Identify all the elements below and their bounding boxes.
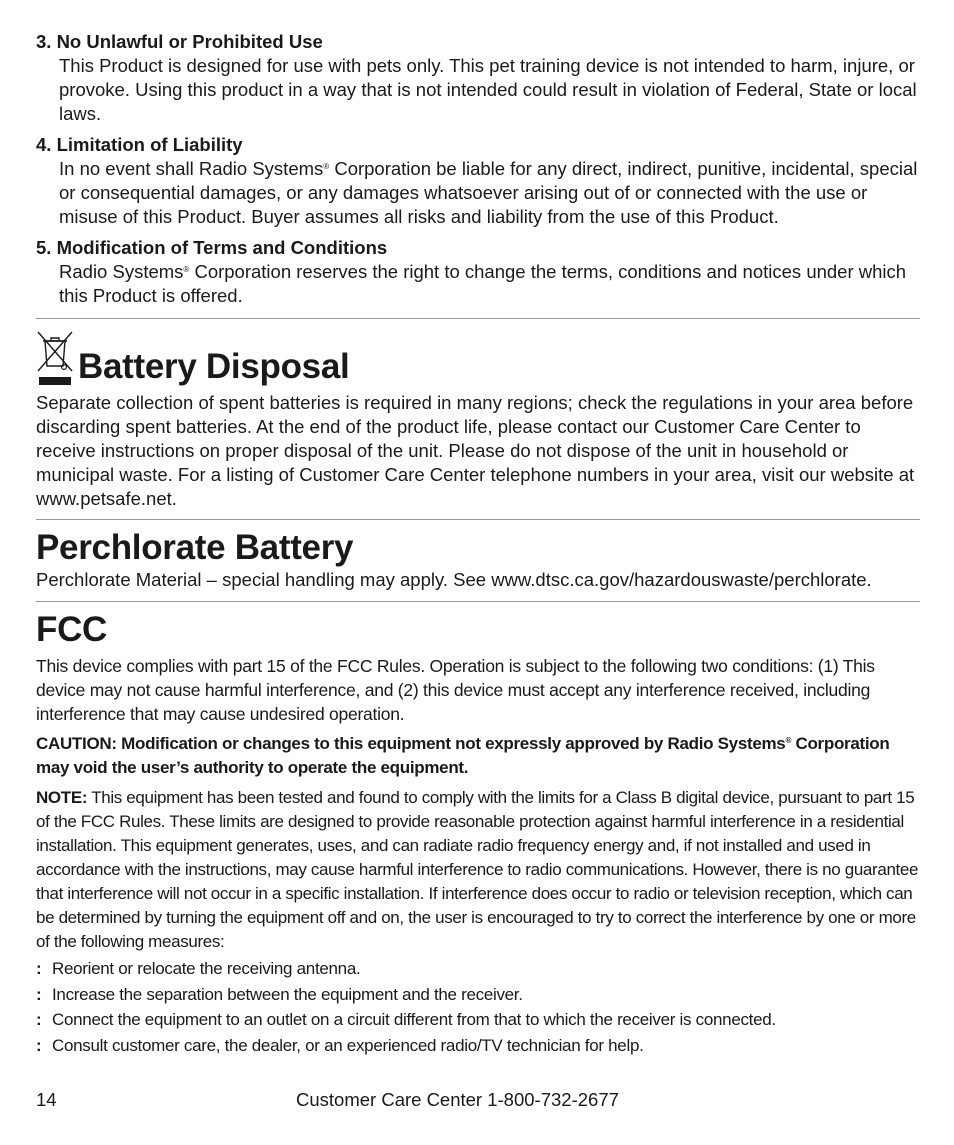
note-text: This equipment has been tested and found to comply with the limits for a Class B digital device, pursuant to part 15 of the FCC Rules. These limits are designed to provide reasonable protection against harmful interference in a residential installation. This equipment generates, uses, and can radiate radio frequency energy and, if not installed and used in accordance with the instructions, may cause harmful interference to radio communications. However, there is no guarantee that interference will not occur in a specific installation. If interference does occur to radio or television reception, which can be determined by turning the equipment off and on, the user is encouraged to try to correct the interference by one or more of the following measures: [36,788,919,951]
list-item-text: Consult customer care, the dealer, or an experienced radio/TV technician for help. [52,1035,644,1055]
caution-text-start: CAUTION: Modification or changes to this equipment not expressly approved by Radio Systems [36,734,786,753]
term-text-start: In no event shall Radio Systems [59,158,324,179]
perchlorate-title: Perchlorate Battery [36,528,354,567]
term-text: This Product is designed for use with pets only. This pet training device is not intended to harm, injure, or provoke. Using this product in a way that is not intended could result in violation of Federal, State or local laws. [59,55,917,124]
list-item-text: Reorient or relocate the receiving antenna. [52,959,361,978]
bullet-mark: : [36,1010,42,1029]
term-5 [36,236,920,308]
customer-care-number: Customer Care Center 1-800-732-2677 [296,1089,619,1110]
term-4 [36,133,920,229]
document-page [36,30,920,1058]
term-text [36,260,920,308]
term-text [36,157,920,229]
perchlorate-text: Perchlorate Material – special handling may apply. See www.dtsc.ca.gov/hazardouswaste/perchlorate. [36,569,872,590]
term-heading: 5. Modification of Terms and Conditions [36,237,388,258]
term-3 [36,30,920,126]
term-text-end: Corporation reserves the right to change the terms, conditions and notices under which this Product is offered. [59,261,907,306]
battery-disposal-text: Separate collection of spent batteries is required in many regions; check the regulations in your area before discarding spent batteries. At the end of the product life, please contact our Customer Care Center to receive instructions on proper disposal of the unit. Please do not dispose of the unit in household or municipal waste. For a listing of Customer Care Center telephone numbers in your area, visit our website at www.petsafe.net. [36,392,915,509]
section-divider [36,519,920,520]
battery-disposal-title: Battery Disposal [78,347,350,386]
caution-text-end: Corporation may void the user’s authority to operate the equipment. [36,734,890,777]
list-item [36,982,920,1008]
list-item [36,956,920,982]
registered-mark: ® [323,162,330,171]
crossed-out-wheelie-bin-icon [36,329,74,387]
bullet-mark: : [36,984,42,1004]
section-divider [36,601,920,602]
fcc-intro: This device complies with part 15 of the FCC Rules. Operation is subject to the following two conditions: (1) This device may not cause harmful interference, and (2) this device must accept any interference received, including interference that may cause undesired operation. [36,656,875,724]
list-item-text: Increase the separation between the equipment and the receiver. [52,984,523,1004]
registered-mark: ® [785,736,792,745]
list-item-text: Connect the equipment to an outlet on a circuit different from that to which the receiver is connected. [52,1010,776,1029]
fcc-note [36,786,920,954]
fcc-measures-list [36,956,920,1058]
term-heading: 3. No Unlawful or Prohibited Use [36,31,323,52]
bullet-mark: : [36,1035,42,1055]
term-heading: 4. Limitation of Liability [36,134,243,155]
note-label: NOTE: [36,788,88,807]
fcc-caution [36,732,920,780]
list-item [36,1007,920,1033]
page-number: 14 [36,1089,57,1110]
section-divider [36,318,920,319]
registered-mark: ® [183,265,190,274]
term-text-end: Corporation be liable for any direct, indirect, punitive, incidental, special or consequential damages, or any damages whatsoever arising out of or connected with the use or misuse of this Product. Buyer assumes all risks and liability from the use of this Product. [59,158,918,227]
list-item [36,1033,920,1059]
battery-disposal-heading [36,329,920,387]
term-text-start: Radio Systems [59,261,184,282]
bullet-mark: : [36,959,42,978]
fcc-title: FCC [36,610,108,649]
